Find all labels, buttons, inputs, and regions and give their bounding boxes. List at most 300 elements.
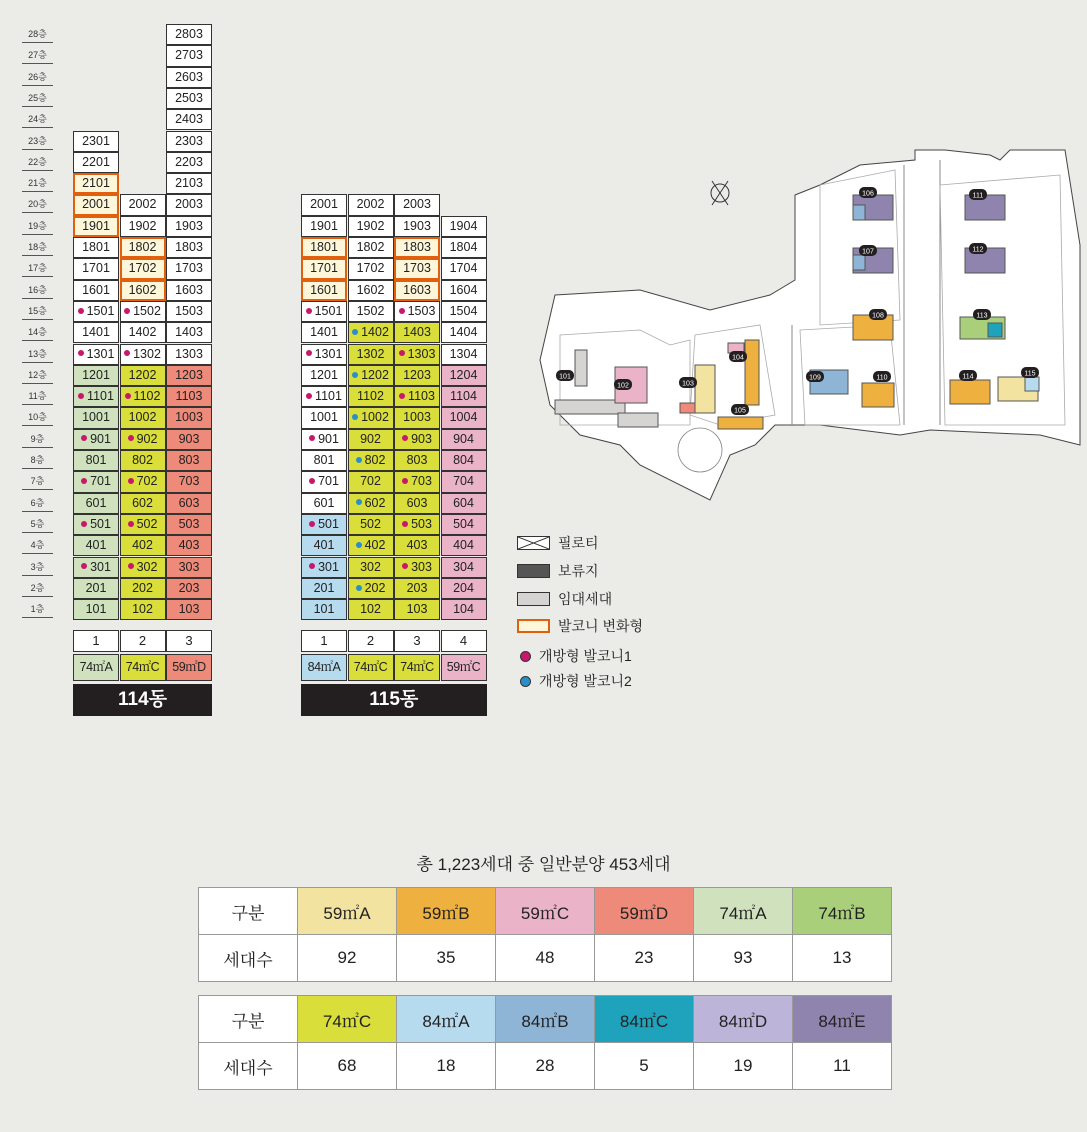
unit-cell	[441, 429, 487, 450]
floor-label: 3층	[22, 558, 53, 576]
open-balcony-1-dot-icon	[128, 478, 134, 484]
unit-number: 1302	[356, 346, 385, 361]
unit-number: 2603	[175, 69, 203, 84]
unit-cell	[73, 429, 119, 450]
unit-cell	[348, 471, 394, 492]
unit-number: 602	[132, 495, 153, 510]
open-balcony-1-dot-icon	[306, 393, 312, 399]
unit-number: 603	[406, 495, 428, 510]
map-building-label	[731, 404, 749, 415]
unit-number: 903	[411, 431, 432, 446]
unit-cell	[394, 578, 440, 599]
unit-cell	[301, 237, 347, 258]
floor-label: 7층	[22, 472, 53, 490]
unit-cell	[394, 535, 440, 556]
unit-number: 1203	[175, 367, 203, 382]
map-building-113	[960, 317, 1005, 339]
floor-label: 5층	[22, 515, 53, 533]
unit-number: 103	[406, 602, 428, 617]
unit-number: 1104	[450, 389, 477, 404]
unit-cell	[301, 429, 347, 450]
map-building-label-text: 115	[1024, 370, 1036, 378]
unit-cell	[73, 365, 119, 386]
map-building-label-text: 106	[862, 190, 874, 198]
unit-number: 602	[364, 495, 386, 510]
unit-number: 1103	[408, 389, 435, 404]
unit-number: 1802	[356, 240, 385, 254]
piloti-swatch	[517, 536, 550, 550]
unit-count-cell: 92	[298, 935, 397, 982]
open-balcony-1-dot-icon	[402, 435, 408, 441]
unit-cell	[120, 599, 166, 620]
unit-type-label: 59㎡C	[441, 654, 487, 681]
unit-number: 1504	[449, 303, 478, 318]
map-building-label	[556, 370, 574, 381]
line-number: 2	[348, 630, 394, 651]
magenta-dot-icon	[520, 651, 531, 662]
unit-number: 304	[453, 559, 474, 574]
unit-type-cell: 74㎡B	[793, 888, 892, 935]
unit-type-label: 74㎡C	[348, 654, 394, 681]
legend-piloti	[517, 533, 599, 553]
unit-cell	[73, 471, 119, 492]
unit-cell	[166, 24, 212, 45]
north-arrow-icon	[711, 181, 729, 205]
unit-number: 102	[132, 602, 153, 617]
legend-rental-label: 임대세대	[558, 591, 613, 607]
floor-label: 8층	[22, 451, 53, 469]
unit-number: 1002	[361, 410, 389, 425]
unit-number: 2001	[310, 197, 338, 212]
unit-number: 702	[360, 474, 381, 489]
unit-number: 703	[411, 474, 432, 489]
unit-cell	[166, 88, 212, 109]
floor-label: 6층	[22, 494, 53, 512]
unit-number: 1503	[407, 303, 436, 318]
unit-cell	[166, 386, 212, 407]
unit-number: 2803	[175, 27, 203, 41]
unit-cell	[441, 450, 487, 471]
unit-cell	[348, 194, 394, 215]
unit-cell	[73, 535, 119, 556]
unit-cell	[73, 258, 119, 279]
line-number: 3	[394, 630, 440, 651]
unit-cell	[120, 237, 166, 258]
unit-count-cell: 68	[298, 1043, 397, 1090]
unit-number: 901	[90, 431, 111, 446]
unit-cell	[441, 301, 487, 322]
floor-label: 20층	[22, 195, 53, 213]
unit-cell	[394, 599, 440, 620]
open-balcony-1-dot-icon	[78, 308, 84, 314]
unit-number: 1401	[310, 325, 338, 340]
legend-reserved-label: 보류지	[558, 563, 599, 579]
unit-cell	[120, 493, 166, 514]
unit-number: 303	[178, 559, 200, 574]
map-building-label-text: 111	[972, 192, 984, 200]
unit-number: 1901	[82, 218, 110, 233]
open-balcony-1-dot-icon	[309, 521, 315, 527]
unit-number: 403	[406, 538, 428, 553]
open-balcony-2-dot-icon	[352, 372, 358, 378]
open-balcony-1-dot-icon	[124, 350, 130, 356]
unit-cell	[348, 450, 394, 471]
unit-number: 1702	[356, 261, 385, 276]
unit-number: 2103	[175, 176, 203, 191]
unit-count-cell: 5	[595, 1043, 694, 1090]
unit-number: 302	[136, 559, 158, 574]
open-balcony-1-dot-icon	[402, 563, 408, 569]
unit-number: 1204	[449, 367, 478, 382]
unit-count-cell: 93	[694, 935, 793, 982]
open-balcony-1-dot-icon	[309, 478, 315, 484]
unit-number: 603	[178, 495, 200, 510]
unit-number: 501	[90, 516, 111, 531]
unit-cell	[301, 599, 347, 620]
unit-cell	[73, 557, 119, 578]
unit-number: 1802	[128, 240, 157, 254]
unit-cell	[73, 578, 119, 599]
unit-cell	[441, 407, 487, 428]
unit-type-cell: 84㎡A	[397, 996, 496, 1043]
unit-number: 1101	[87, 389, 114, 404]
building-115-stack	[301, 24, 488, 724]
open-balcony-1-dot-icon	[309, 435, 315, 441]
open-balcony-1-dot-icon	[402, 521, 408, 527]
unit-cell	[348, 386, 394, 407]
unit-cell	[166, 216, 212, 237]
unit-number: 601	[85, 495, 107, 510]
unit-cell	[348, 365, 394, 386]
unit-cell	[441, 216, 487, 237]
unit-number: 2301	[82, 133, 110, 148]
open-balcony-2-dot-icon	[352, 414, 358, 420]
unit-number: 301	[318, 559, 339, 574]
line-number: 1	[301, 630, 347, 651]
legend-open-balcony-2-label: 개방형 발코니2	[539, 673, 632, 689]
unit-number: 1402	[128, 325, 157, 340]
building-name: 115동	[301, 684, 487, 716]
unit-number: 1801	[310, 240, 338, 254]
unit-cell	[120, 280, 166, 301]
unit-number: 804	[453, 453, 474, 467]
floor-label: 21층	[22, 174, 53, 192]
open-balcony-1-dot-icon	[399, 308, 405, 314]
unit-number: 1502	[133, 303, 161, 318]
unit-number: 1403	[175, 325, 203, 340]
unit-number: 1102	[357, 389, 384, 404]
unit-cell	[348, 578, 394, 599]
unit-number: 801	[313, 453, 335, 467]
legend-rental	[517, 589, 612, 609]
floor-label: 12층	[22, 366, 53, 384]
map-building-label	[969, 189, 987, 200]
unit-number: 501	[318, 516, 339, 531]
unit-type-cell: 59㎡C	[496, 888, 595, 935]
unit-cell	[301, 557, 347, 578]
unit-cell	[73, 173, 119, 194]
unit-number: 1303	[407, 346, 436, 361]
unit-count-table-2	[198, 995, 892, 1090]
unit-number: 401	[313, 538, 335, 553]
unit-cell	[73, 322, 119, 343]
open-balcony-1-dot-icon	[306, 350, 312, 356]
unit-number: 401	[85, 538, 107, 553]
unit-type-cell: 84㎡E	[793, 996, 892, 1043]
unit-number: 102	[360, 602, 381, 617]
unit-number: 1003	[403, 410, 431, 425]
unit-number: 903	[178, 431, 200, 446]
floor-label: 14층	[22, 323, 53, 341]
unit-count-cell: 23	[595, 935, 694, 982]
unit-cell	[120, 365, 166, 386]
map-building-label	[959, 370, 977, 381]
unit-number: 1601	[310, 282, 338, 297]
map-building-label	[869, 309, 887, 320]
unit-number: 2101	[82, 176, 110, 191]
unit-cell	[73, 599, 119, 620]
unit-cell	[394, 344, 440, 365]
floor-label: 13층	[22, 345, 53, 363]
unit-cell	[166, 471, 212, 492]
unit-number: 1203	[403, 367, 431, 382]
unit-cell	[394, 301, 440, 322]
unit-number: 1901	[310, 218, 338, 233]
unit-cell	[348, 493, 394, 514]
unit-number: 601	[313, 495, 335, 510]
floor-label: 26층	[22, 68, 53, 86]
unit-cell	[120, 450, 166, 471]
unit-cell	[166, 173, 212, 194]
unit-number: 101	[85, 602, 107, 617]
unit-number: 2201	[82, 154, 110, 169]
unit-type-label: 74㎡C	[394, 654, 440, 681]
unit-cell	[120, 301, 166, 322]
unit-cell	[166, 258, 212, 279]
unit-number: 103	[178, 602, 200, 617]
unit-cell	[120, 407, 166, 428]
unit-count-cell: 11	[793, 1043, 892, 1090]
open-balcony-1-dot-icon	[78, 393, 84, 399]
building-name: 114동	[73, 684, 212, 716]
unit-type-cell: 59㎡B	[397, 888, 496, 935]
map-building-label-text: 107	[862, 248, 874, 256]
unit-count-cell: 18	[397, 1043, 496, 1090]
unit-cell	[73, 131, 119, 152]
unit-number: 1001	[82, 410, 110, 425]
floor-label: 17층	[22, 259, 53, 277]
unit-number: 604	[453, 495, 474, 510]
unit-number: 801	[85, 453, 107, 467]
legend-reserved	[517, 561, 599, 581]
unit-count-cell: 13	[793, 935, 892, 982]
map-building-label-text: 112	[972, 246, 984, 254]
unit-cell	[394, 471, 440, 492]
rental-swatch	[517, 592, 550, 606]
unit-cell	[120, 429, 166, 450]
unit-number: 301	[90, 559, 111, 574]
reserved-swatch	[517, 564, 550, 578]
unit-number: 901	[318, 431, 339, 446]
map-building-110	[862, 383, 894, 407]
unit-number: 1904	[449, 218, 478, 233]
unit-cell	[166, 535, 212, 556]
unit-cell	[348, 322, 394, 343]
line-number: 1	[73, 630, 119, 651]
line-number: 3	[166, 630, 212, 651]
unit-cell	[441, 514, 487, 535]
unit-number: 2703	[175, 48, 203, 63]
open-balcony-2-dot-icon	[352, 329, 358, 335]
map-building-115	[998, 377, 1039, 401]
unit-number: 504	[453, 516, 474, 531]
unit-type-cell: 84㎡C	[595, 996, 694, 1043]
unit-cell	[301, 216, 347, 237]
unit-cell	[301, 280, 347, 301]
map-building-106	[853, 195, 893, 220]
floor-label: 16층	[22, 281, 53, 299]
unit-number: 2003	[175, 197, 203, 212]
type-header-label: 구분	[199, 996, 298, 1043]
unit-cell	[166, 450, 212, 471]
legend-open-balcony-2	[517, 671, 632, 691]
floor-label: 25층	[22, 89, 53, 107]
unit-number: 1602	[356, 282, 385, 297]
unit-number: 2002	[128, 197, 157, 212]
unit-cell	[441, 599, 487, 620]
type-header-label: 구분	[199, 888, 298, 935]
line-number: 4	[441, 630, 487, 651]
unit-cell	[120, 514, 166, 535]
unit-number: 1803	[175, 240, 203, 254]
unit-number: 503	[411, 516, 432, 531]
unit-cell	[73, 493, 119, 514]
unit-cell	[441, 365, 487, 386]
floor-label: 10층	[22, 408, 53, 426]
floor-label: 24층	[22, 110, 53, 128]
unit-count-table-1	[198, 887, 892, 982]
open-balcony-1-dot-icon	[399, 350, 405, 356]
open-balcony-1-dot-icon	[309, 563, 315, 569]
unit-cell	[394, 194, 440, 215]
cul-de-sac	[678, 428, 722, 472]
unit-cell	[166, 365, 212, 386]
unit-number: 1402	[361, 325, 389, 340]
unit-cell	[301, 301, 347, 322]
unit-cell	[348, 280, 394, 301]
unit-number: 1403	[403, 325, 431, 340]
unit-cell	[166, 344, 212, 365]
unit-cell	[441, 578, 487, 599]
unit-number: 1604	[449, 282, 478, 297]
unit-type-label: 74㎡C	[120, 654, 166, 681]
cyan-dot-icon	[520, 676, 531, 687]
map-building-label	[969, 243, 987, 254]
unit-cell	[348, 301, 394, 322]
floor-label: 4층	[22, 536, 53, 554]
floor-label: 9층	[22, 430, 53, 448]
floor-label: 19층	[22, 217, 53, 235]
unit-cell	[120, 258, 166, 279]
map-building-label	[679, 377, 697, 388]
unit-cell	[73, 237, 119, 258]
unit-number: 404	[453, 538, 474, 553]
unit-number: 303	[411, 559, 432, 574]
unit-number: 701	[90, 474, 111, 489]
unit-count-cell: 48	[496, 935, 595, 982]
unit-number: 1803	[403, 240, 431, 254]
unit-number: 1501	[86, 303, 115, 318]
open-balcony-1-dot-icon	[81, 435, 87, 441]
unit-number: 1201	[82, 367, 110, 382]
unit-number: 1703	[403, 261, 431, 276]
unit-number: 1502	[356, 303, 385, 318]
unit-type-cell: 59㎡D	[595, 888, 694, 935]
unit-cell	[394, 407, 440, 428]
map-building-label	[873, 371, 891, 382]
unit-cell	[120, 557, 166, 578]
open-balcony-1-dot-icon	[78, 350, 84, 356]
count-header-label: 세대수	[199, 935, 298, 982]
unit-cell	[301, 322, 347, 343]
unit-number: 1701	[310, 261, 338, 276]
unit-cell	[166, 301, 212, 322]
unit-number: 2403	[175, 112, 203, 127]
unit-number: 1702	[128, 261, 157, 276]
unit-cell	[348, 216, 394, 237]
unit-cell	[301, 258, 347, 279]
unit-number: 204	[453, 580, 474, 595]
map-building-label-text: 105	[734, 407, 746, 415]
map-building-label	[973, 309, 991, 320]
floor-label: 15층	[22, 302, 53, 320]
unit-cell	[301, 386, 347, 407]
unit-cell	[166, 322, 212, 343]
open-balcony-2-dot-icon	[356, 542, 362, 548]
unit-number: 1603	[175, 282, 203, 297]
unit-cell	[348, 258, 394, 279]
open-balcony-1-dot-icon	[399, 393, 405, 399]
unit-cell	[441, 535, 487, 556]
unit-cell	[301, 578, 347, 599]
map-building-label-text: 102	[617, 382, 629, 390]
unit-number: 802	[132, 453, 153, 467]
unit-number: 1103	[175, 389, 203, 404]
unit-cell	[441, 386, 487, 407]
legend-open-balcony-1-label: 개방형 발코니1	[539, 648, 632, 664]
unit-cell	[348, 535, 394, 556]
open-balcony-1-dot-icon	[124, 308, 130, 314]
unit-cell	[73, 514, 119, 535]
unit-cell	[120, 386, 166, 407]
unit-cell	[120, 216, 166, 237]
unit-cell	[166, 280, 212, 301]
unit-cell	[301, 450, 347, 471]
unit-cell	[394, 322, 440, 343]
unit-cell	[166, 152, 212, 173]
balcony-variant-swatch	[517, 619, 550, 633]
unit-cell	[301, 194, 347, 215]
unit-number: 1603	[403, 282, 431, 297]
legend-open-balcony-1	[517, 646, 632, 666]
unit-number: 1903	[403, 218, 431, 233]
unit-number: 1301	[86, 346, 115, 361]
unit-number: 1003	[175, 410, 203, 425]
unit-number: 202	[364, 580, 386, 595]
unit-number: 2002	[356, 197, 385, 212]
unit-number: 1503	[175, 303, 203, 318]
unit-cell	[73, 344, 119, 365]
